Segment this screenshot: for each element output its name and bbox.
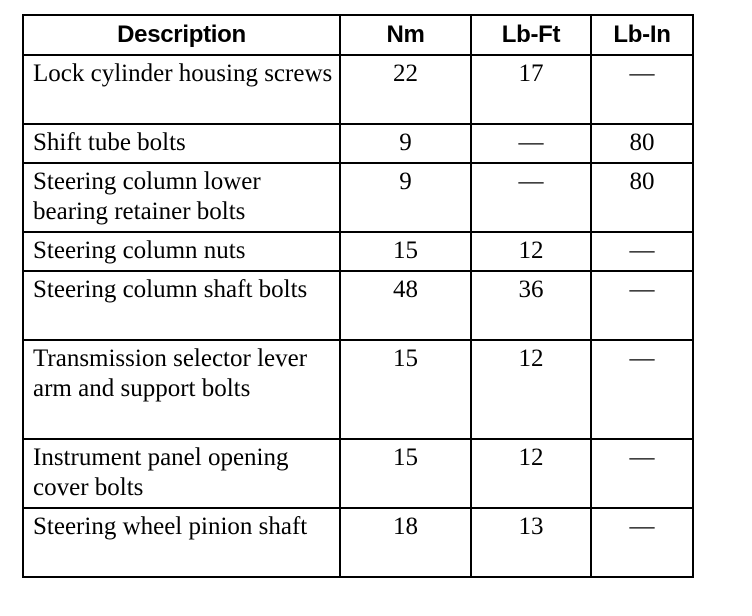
cell-description: Lock cylinder housing screws <box>23 55 340 124</box>
cell-description: Instrument panel opening cover bolts <box>23 439 340 508</box>
torque-spec-table <box>22 14 694 578</box>
cell-lb-in: — <box>591 271 693 340</box>
cell-lb-ft: 12 <box>471 439 591 508</box>
cell-lb-in: — <box>591 439 693 508</box>
cell-lb-in: 80 <box>591 124 693 163</box>
table-body <box>23 55 693 577</box>
cell-description: Shift tube bolts <box>23 124 340 163</box>
cell-lb-ft: 17 <box>471 55 591 124</box>
table-row <box>23 163 693 232</box>
cell-lb-in: — <box>591 232 693 271</box>
cell-description: Steering column shaft bolts <box>23 271 340 340</box>
cell-nm: 15 <box>340 232 471 271</box>
cell-nm: 48 <box>340 271 471 340</box>
table-row <box>23 271 693 340</box>
cell-lb-ft: 12 <box>471 232 591 271</box>
header-description: Description <box>23 15 340 55</box>
cell-lb-in: 80 <box>591 163 693 232</box>
cell-lb-ft: 12 <box>471 340 591 439</box>
cell-lb-in: — <box>591 340 693 439</box>
table-row <box>23 340 693 439</box>
header-lb-in: Lb-In <box>591 15 693 55</box>
table-row <box>23 508 693 577</box>
table-row <box>23 55 693 124</box>
table-header <box>23 15 693 55</box>
cell-lb-ft: — <box>471 124 591 163</box>
table-row <box>23 124 693 163</box>
cell-nm: 18 <box>340 508 471 577</box>
header-row <box>23 15 693 55</box>
cell-nm: 22 <box>340 55 471 124</box>
cell-lb-in: — <box>591 55 693 124</box>
cell-lb-ft: 36 <box>471 271 591 340</box>
cell-nm: 9 <box>340 124 471 163</box>
cell-description: Transmission selector lever arm and support bolts <box>23 340 340 439</box>
cell-lb-in: — <box>591 508 693 577</box>
cell-description: Steering column lower bearing retainer bolts <box>23 163 340 232</box>
cell-description: Steering column nuts <box>23 232 340 271</box>
table-row <box>23 232 693 271</box>
cell-nm: 9 <box>340 163 471 232</box>
cell-lb-ft: 13 <box>471 508 591 577</box>
header-lb-ft: Lb-Ft <box>471 15 591 55</box>
table-row <box>23 439 693 508</box>
cell-nm: 15 <box>340 439 471 508</box>
cell-lb-ft: — <box>471 163 591 232</box>
cell-description: Steering wheel pinion shaft <box>23 508 340 577</box>
header-nm: Nm <box>340 15 471 55</box>
cell-nm: 15 <box>340 340 471 439</box>
